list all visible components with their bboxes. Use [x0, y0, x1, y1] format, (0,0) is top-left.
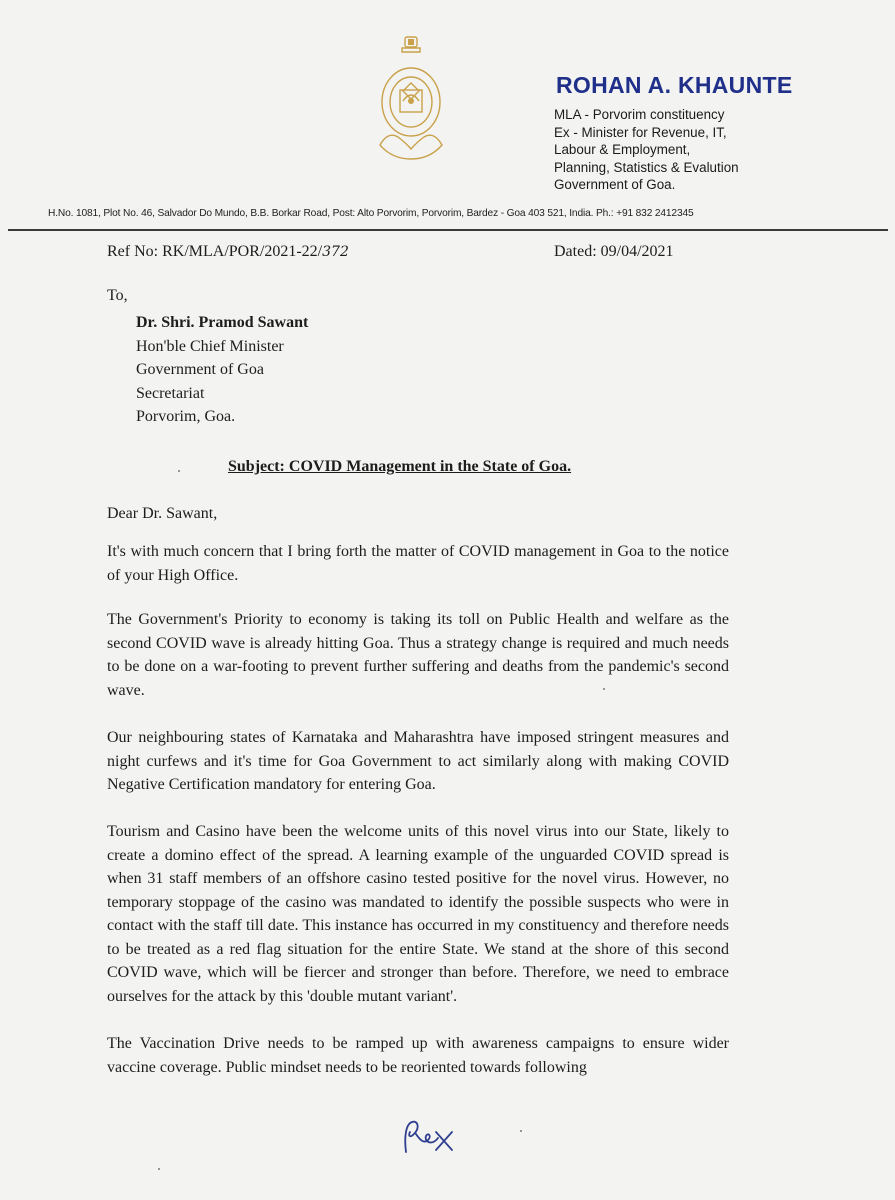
signature-initials [398, 1114, 462, 1162]
designation-line: Ex - Minister for Revenue, IT, [554, 124, 727, 140]
letter-date: Dated: 09/04/2021 [554, 243, 674, 260]
recipient-line: Hon'ble Chief Minister [136, 337, 284, 355]
designation-line: MLA - Porvorim constituency [554, 107, 725, 122]
recipient-line: Porvorim, Goa. [136, 408, 236, 425]
recipient-line: Government of Goa [136, 361, 264, 378]
designation-line: Planning, Statistics & Evalution [554, 159, 739, 175]
designation-line: Labour & Employment, [554, 142, 691, 158]
body-paragraph: Tourism and Casino have been the welcome units of this novel virus into our State, likely to create a domino effect of the spread. A learning example of the unguarded COVID spread is when 31 staff members of an offshore casino tested positive for the novel virus. However, no temporary stoppage of the casino was mandated to identify the possible suspects who were in contact with the staff till date. This instance has occurred in my constituency and therefore needs to be treated as a red flag situation for the entire State. We stand at the shore of this second COVID wave, which will be fiercer and stronger than before. Therefore, we need to embrace ourselves for the attack by this 'double mutant variant'. [107, 823, 729, 1005]
body-paragraph: The Government's Priority to economy is taking its toll on Public Health and welfare as the second COVID wave is already hitting Goa. Thus a strategy change is required and much needs to be done on a war-footing to prevent further suffering and deaths from the pandemic's second wave. [107, 611, 729, 699]
designation-line: Government of Goa. [554, 177, 676, 193]
to-label: To, [107, 287, 128, 304]
letterhead-address: H.No. 1081, Plot No. 46, Salvador Do Mundo, B.B. Borkar Road, Post: Alto Porvorim, Porvorim, Bardez - Goa 403 521, India. Ph.: +91 832 2412345 [48, 208, 694, 219]
reference-number [107, 243, 349, 261]
paper-speck [158, 1168, 160, 1170]
recipient-address [136, 311, 308, 429]
body-paragraph: It's with much concern that I bring forth the matter of COVID management in Goa to the notice of your High Office. [107, 543, 729, 584]
paper-speck [178, 470, 180, 472]
letterhead-divider [8, 229, 888, 231]
government-of-goa-emblem [370, 35, 452, 175]
paper-speck [520, 1130, 522, 1132]
ref-label: Ref No: RK/MLA/POR/2021-22/ [107, 243, 323, 260]
paper-speck [603, 688, 605, 690]
recipient-name: Dr. Shri. Pramod Sawant [136, 314, 309, 331]
body-paragraph: Our neighbouring states of Karnataka and Maharashtra have imposed stringent measures and night curfews and it's time for Goa Government to act similarly along with making COVID Negative Certification mandatory for entering Goa. [107, 729, 729, 793]
letter-subject: Subject: COVID Management in the State of Goa. [228, 458, 572, 475]
salutation: Dear Dr. Sawant, [107, 505, 218, 522]
recipient-line: Secretariat [136, 384, 205, 402]
ref-handwritten-number: 372 [322, 244, 349, 260]
body-paragraph: The Vaccination Drive needs to be ramped up with awareness campaigns to ensure wider vaccine coverage. Public mindset needs to be reoriented towards following [107, 1035, 729, 1076]
letterhead-designation [554, 106, 884, 194]
letterhead-name: ROHAN A. KHAUNTE [556, 72, 793, 98]
